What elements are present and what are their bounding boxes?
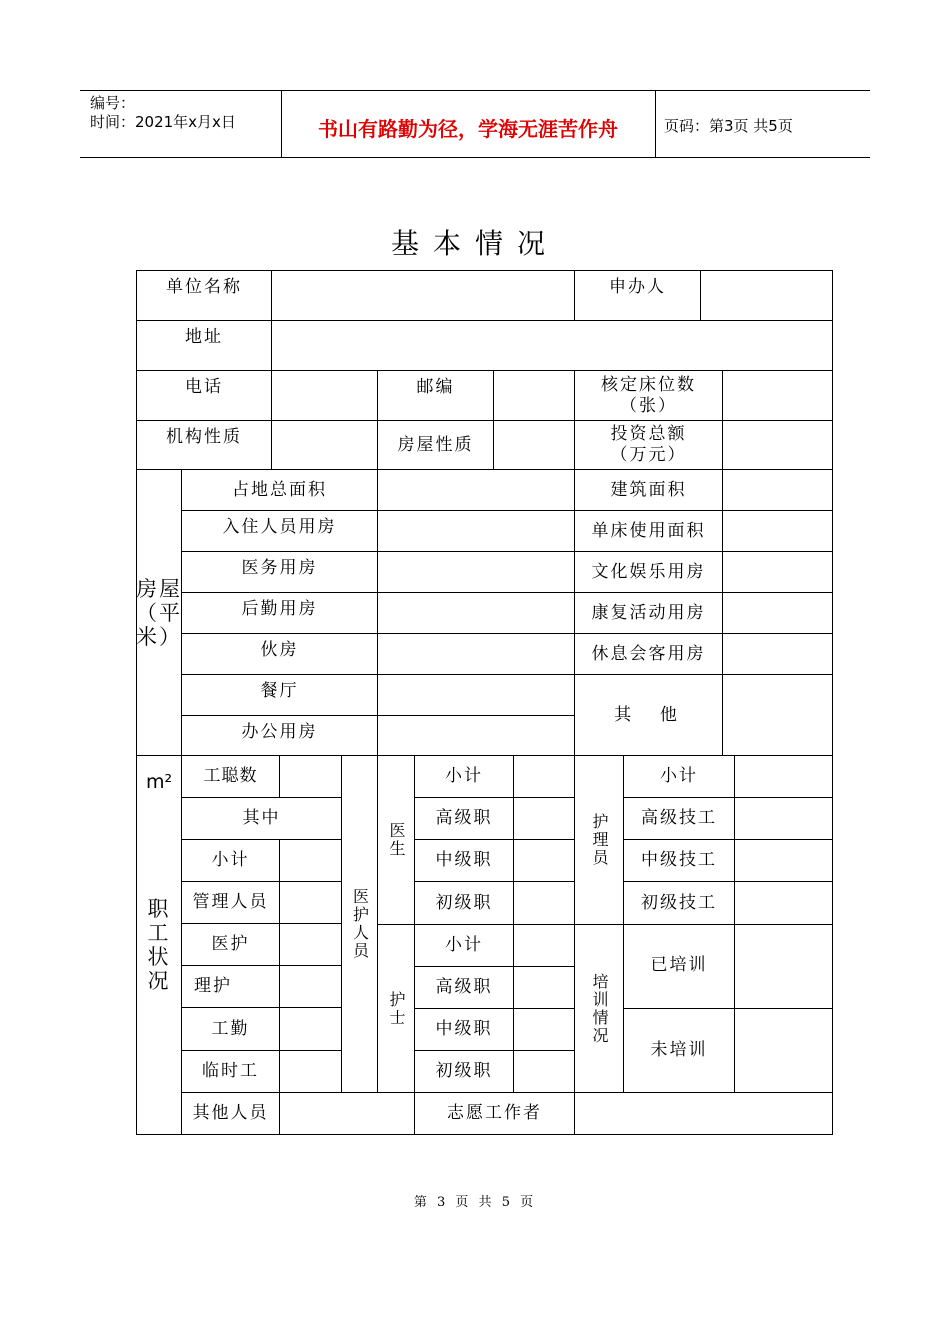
nurse-rank-field[interactable] xyxy=(513,1008,575,1051)
time-label: 时间：2021年x月x日 xyxy=(90,113,236,131)
training-label: 培训情况 xyxy=(590,972,609,1045)
staff-left-field[interactable] xyxy=(279,881,342,924)
medical-staff-label: 医护人员 xyxy=(350,888,370,960)
nurse-rank-label: 初级职 xyxy=(414,1050,514,1093)
housing-left-label: 办公用房 xyxy=(181,715,378,756)
page-title: 基本情况 xyxy=(390,227,559,260)
housing-left-label: 伙房 xyxy=(181,633,378,675)
volunteers-field[interactable] xyxy=(574,1092,833,1135)
trained-field[interactable] xyxy=(734,924,833,1009)
doctor-rank-label: 中级职 xyxy=(414,839,514,882)
staff-total-field[interactable] xyxy=(279,755,342,798)
housing-left-field[interactable] xyxy=(377,510,575,552)
postcode-field[interactable] xyxy=(493,370,575,421)
staff-left-label: 其中 xyxy=(181,797,342,840)
staff-left-label: 医护 xyxy=(181,923,280,966)
others-field[interactable] xyxy=(279,1092,415,1135)
staff-left-field[interactable] xyxy=(279,1007,342,1051)
staff-left-label: 临时工 xyxy=(181,1050,280,1093)
doctor-rank-field[interactable] xyxy=(513,881,575,925)
approved-beds-label: 核定床位数（张） xyxy=(574,370,723,421)
applicant-field[interactable] xyxy=(700,270,833,321)
building-nature-label: 房屋性质 xyxy=(377,420,494,470)
housing-right-label: 单床使用面积 xyxy=(574,510,723,552)
caregiver-row-label: 初级技工 xyxy=(623,881,735,925)
staff-left-label: 工勤 xyxy=(181,1007,280,1051)
doctor-rank-label: 高级职 xyxy=(414,797,514,840)
nurse-rank-label: 小计 xyxy=(414,924,514,967)
housing-right-field[interactable] xyxy=(722,469,833,511)
untrained-field[interactable] xyxy=(734,1008,833,1093)
institution-nature-label: 机构性质 xyxy=(136,420,272,470)
staff-group-label: 职工状况 xyxy=(136,755,182,1135)
staff-left-field[interactable] xyxy=(279,965,342,1008)
staff-total-label: 工聪数 xyxy=(181,755,280,798)
housing-right-label: 文化娱乐用房 xyxy=(574,551,723,593)
nurse-rank-field[interactable] xyxy=(513,966,575,1009)
trained-label: 已培训 xyxy=(623,924,735,1009)
housing-left-field[interactable] xyxy=(377,469,575,511)
housing-left-label: 餐厅 xyxy=(181,674,378,716)
housing-right-label: 建筑面积 xyxy=(574,469,723,511)
nurse-label: 护士 xyxy=(387,990,406,1027)
page-info: 页码：第3页 共5页 xyxy=(664,117,793,135)
housing-right-field[interactable] xyxy=(722,633,833,675)
total-investment-label: 投资总额（万元） xyxy=(574,420,723,470)
caregiver-label: 护理员 xyxy=(590,813,609,867)
housing-left-label: 医务用房 xyxy=(181,551,378,593)
housing-right-field[interactable] xyxy=(722,551,833,593)
approved-beds-field[interactable] xyxy=(722,370,833,421)
housing-left-label: 入住人员用房 xyxy=(181,510,378,552)
nurse-cell xyxy=(377,924,415,1093)
nurse-rank-field[interactable] xyxy=(513,1050,575,1093)
unit-name-field[interactable] xyxy=(271,270,575,321)
doctor-rank-label: 小计 xyxy=(414,755,514,798)
address-field[interactable] xyxy=(271,320,833,371)
staff-left-field[interactable] xyxy=(279,839,342,882)
housing-left-field[interactable] xyxy=(377,633,575,675)
housing-right-field[interactable] xyxy=(722,510,833,552)
housing-right-label: 其 他 xyxy=(574,674,723,756)
sqm-symbol: m² xyxy=(146,771,173,793)
doctor-rank-field[interactable] xyxy=(513,755,575,798)
others-label: 其他人员 xyxy=(181,1092,280,1135)
nurse-rank-field[interactable] xyxy=(513,924,575,967)
caregiver-row-field[interactable] xyxy=(734,881,833,925)
institution-nature-field[interactable] xyxy=(271,420,378,470)
housing-right-label: 康复活动用房 xyxy=(574,592,723,634)
nurse-rank-label: 高级职 xyxy=(414,966,514,1009)
caregiver-row-label: 小计 xyxy=(623,755,735,798)
caregiver-row-label: 中级技工 xyxy=(623,839,735,882)
doctor-rank-label: 初级职 xyxy=(414,881,514,925)
housing-left-label: 后勤用房 xyxy=(181,592,378,634)
staff-left-label: 管理人员 xyxy=(181,881,280,924)
housing-right-field[interactable] xyxy=(722,592,833,634)
phone-field[interactable] xyxy=(271,370,378,421)
doctor-label: 医生 xyxy=(387,822,406,858)
caregiver-row-field[interactable] xyxy=(734,797,833,840)
housing-right-label: 休息会客用房 xyxy=(574,633,723,675)
total-investment-field[interactable] xyxy=(722,420,833,470)
unit-name-label: 单位名称 xyxy=(136,270,272,321)
caregiver-cell xyxy=(574,755,624,925)
housing-group-label: 房屋（平米） xyxy=(136,469,182,756)
housing-left-field[interactable] xyxy=(377,715,575,756)
untrained-label: 未培训 xyxy=(623,1008,735,1093)
staff-left-label: 理护 xyxy=(181,965,280,1008)
medical-staff-cell xyxy=(341,755,378,1093)
staff-left-label: 小计 xyxy=(181,839,280,882)
housing-right-field[interactable] xyxy=(722,674,833,756)
motto: 书山有路勤为径，学海无涯苦作舟 xyxy=(318,117,618,141)
doctor-cell xyxy=(377,755,415,925)
building-nature-field[interactable] xyxy=(493,420,575,470)
postcode-label: 邮编 xyxy=(377,370,494,421)
staff-left-field[interactable] xyxy=(279,923,342,966)
volunteers-label: 志愿工作者 xyxy=(414,1092,575,1135)
page-footer: 第 3 页 共 5 页 xyxy=(413,1195,537,1210)
doctor-rank-field[interactable] xyxy=(513,797,575,840)
address-label: 地址 xyxy=(136,320,272,371)
nurse-rank-label: 中级职 xyxy=(414,1008,514,1051)
serial-label: 编号： xyxy=(90,94,136,112)
housing-left-field[interactable] xyxy=(377,674,575,716)
phone-label: 电话 xyxy=(136,370,272,421)
applicant-label: 申办人 xyxy=(574,270,701,321)
staff-left-field[interactable] xyxy=(279,1050,342,1093)
caregiver-row-field[interactable] xyxy=(734,839,833,882)
housing-left-label: 占地总面积 xyxy=(181,469,378,511)
doctor-rank-field[interactable] xyxy=(513,839,575,882)
housing-left-field[interactable] xyxy=(377,592,575,634)
caregiver-row-field[interactable] xyxy=(734,755,833,798)
housing-left-field[interactable] xyxy=(377,551,575,593)
caregiver-row-label: 高级技工 xyxy=(623,797,735,840)
training-cell xyxy=(574,924,624,1093)
